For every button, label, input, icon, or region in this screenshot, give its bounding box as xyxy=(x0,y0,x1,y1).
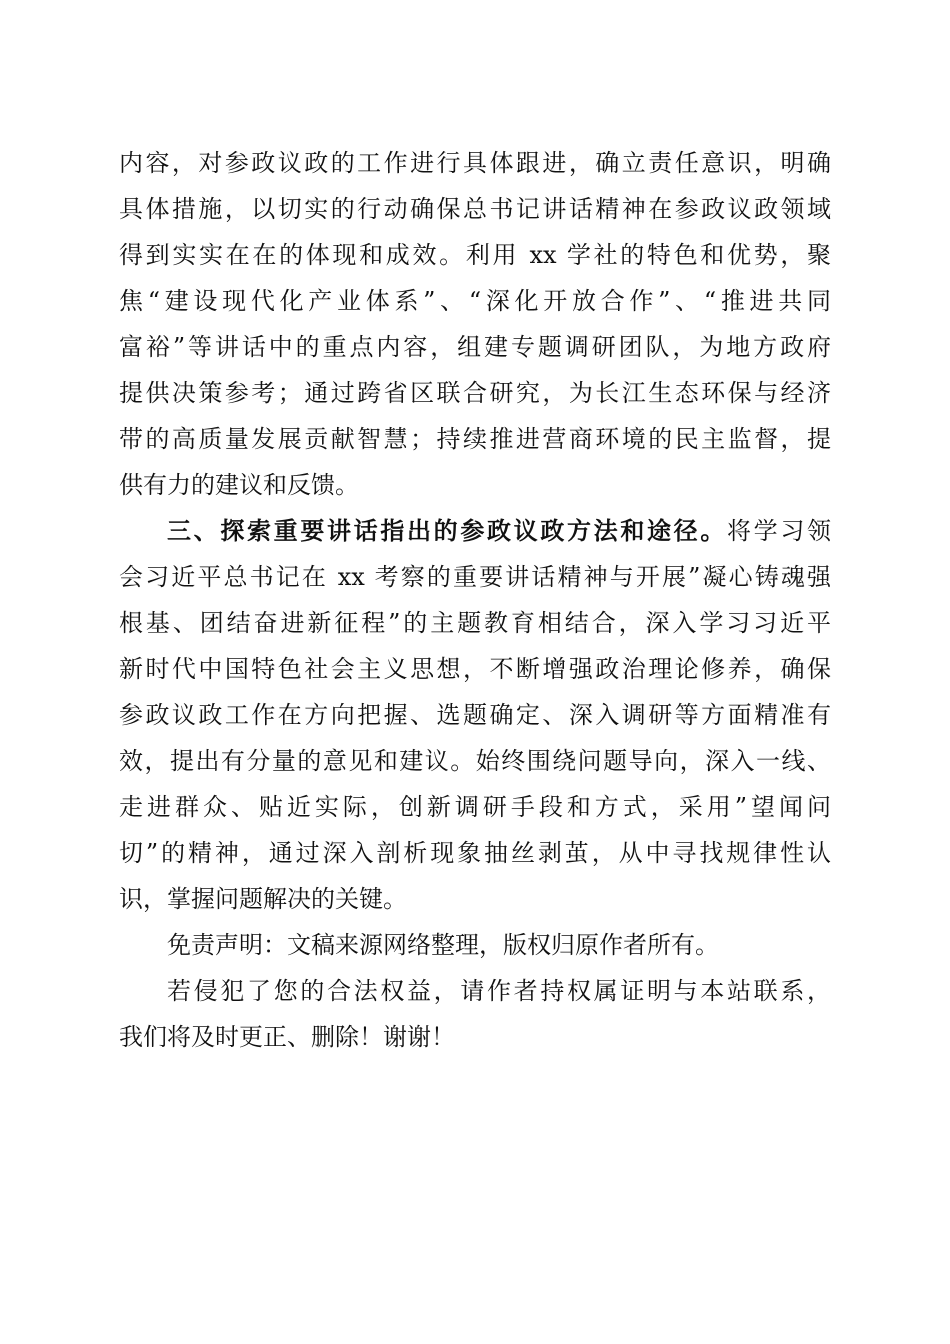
paragraph-first-line xyxy=(119,508,831,554)
text-line: 识，掌握问题解决的关键。 xyxy=(119,885,407,913)
text-line: 会习近平总书记在 xx 考察的重要讲话精神与开展”凝心铸魂强 xyxy=(119,563,831,591)
text-line: 走进群众、贴近实际，创新调研手段和方式，采用”望闻问 xyxy=(119,793,831,821)
text-line: 切”的精神，通过深入剖析现象抽丝剥茧，从中寻找规律性认 xyxy=(119,839,831,867)
text-line: 参政议政工作在方向把握、选题确定、深入调研等方面精准有 xyxy=(119,701,831,729)
document-body xyxy=(119,140,831,1060)
text-line: 供有力的建议和反馈。 xyxy=(119,471,359,499)
text-line: 效，提出有分量的意见和建议。始终围绕问题导向，深入一线、 xyxy=(119,747,831,775)
text-line: 根基、团结奋进新征程”的主题教育相结合，深入学习习近平 xyxy=(119,609,831,637)
text-segment: 将学习领 xyxy=(727,517,831,545)
text-line: 得到实实在在的体现和成效。利用 xx 学社的特色和优势，聚 xyxy=(119,241,831,269)
text-line: 焦“建设现代化产业体系”、“深化开放合作”、“推进共同 xyxy=(119,287,831,315)
text-line: 富裕”等讲话中的重点内容，组建专题调研团队，为地方政府 xyxy=(119,333,831,361)
disclaimer-line: 免责声明：文稿来源网络整理，版权归原作者所有。 xyxy=(167,931,719,959)
section-heading: 三、探索重要讲话指出的参政议政方法和途径。 xyxy=(167,517,727,545)
text-line: 具体措施，以切实的行动确保总书记讲话精神在参政议政领域 xyxy=(119,195,831,223)
disclaimer-line: 我们将及时更正、删除！谢谢！ xyxy=(119,1023,455,1051)
text-line: 带的高质量发展贡献智慧；持续推进营商环境的民主监督，提 xyxy=(119,425,831,453)
paragraph-methods xyxy=(119,508,831,922)
disclaimer-line: 若侵犯了您的合法权益，请作者持权属证明与本站联系， xyxy=(167,977,831,1005)
text-line: 新时代中国特色社会主义思想，不断增强政治理论修养，确保 xyxy=(119,655,831,683)
text-line: 提供决策参考；通过跨省区联合研究，为长江生态环保与经济 xyxy=(119,379,831,407)
text-line: 内容，对参政议政的工作进行具体跟进，确立责任意识，明确 xyxy=(119,149,831,177)
paragraph-requirements xyxy=(119,140,831,508)
disclaimer xyxy=(119,922,831,1060)
